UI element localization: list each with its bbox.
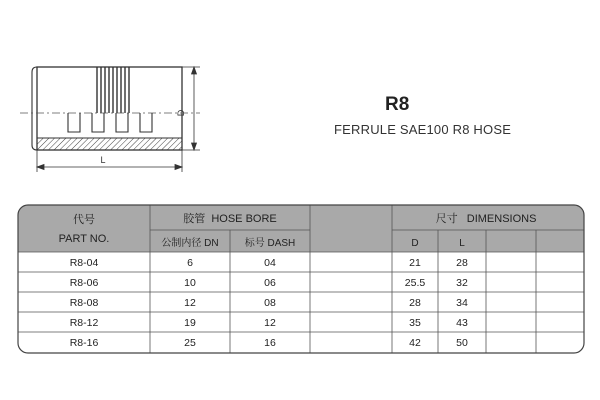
product-title: R8: [385, 94, 410, 115]
header-part-cn: 代号: [73, 214, 95, 226]
table-body-bg: [18, 252, 584, 353]
cell-l: 32: [456, 277, 468, 289]
cell-dash: 06: [264, 277, 276, 289]
cell-d: 25.5: [404, 277, 426, 289]
cell-d: 42: [409, 337, 421, 349]
cell-dash: 08: [264, 297, 276, 309]
header-part-en: PART NO.: [58, 233, 110, 245]
dimension-d-label: D: [176, 109, 186, 117]
header-dimensions: 尺寸 DIMENSIONS: [435, 213, 537, 225]
header-bore-dn: 公制内径 DN: [161, 238, 219, 249]
cell-l: 28: [456, 257, 468, 269]
cell-dash: 12: [264, 317, 276, 329]
cell-part: R8-16: [69, 337, 99, 349]
header-hose-bore: 胶管 HOSE BORE: [183, 213, 277, 225]
cell-dn: 25: [184, 337, 196, 349]
header-dim-d: D: [411, 238, 419, 249]
cell-dash: 04: [264, 257, 276, 269]
cell-d: 28: [409, 297, 421, 309]
header-bore-dash: 标号 DASH: [244, 238, 296, 249]
cell-l: 34: [456, 297, 468, 309]
cell-part: R8-06: [69, 277, 99, 289]
product-subtitle: FERRULE SAE100 R8 HOSE: [334, 122, 512, 137]
cell-part: R8-08: [69, 297, 99, 309]
cell-d: 21: [409, 257, 421, 269]
cell-dn: 12: [184, 297, 196, 309]
cell-part: R8-04: [69, 257, 99, 269]
cell-dash: 16: [264, 337, 276, 349]
cell-l: 43: [456, 317, 468, 329]
cell-dn: 19: [184, 317, 196, 329]
header-dim-l: L: [459, 238, 465, 249]
cell-l: 50: [456, 337, 468, 349]
cell-dn: 6: [187, 257, 193, 269]
cell-part: R8-12: [69, 317, 99, 329]
cell-dn: 10: [184, 277, 196, 289]
dimension-l-label: L: [100, 155, 106, 165]
cell-d: 35: [409, 317, 421, 329]
